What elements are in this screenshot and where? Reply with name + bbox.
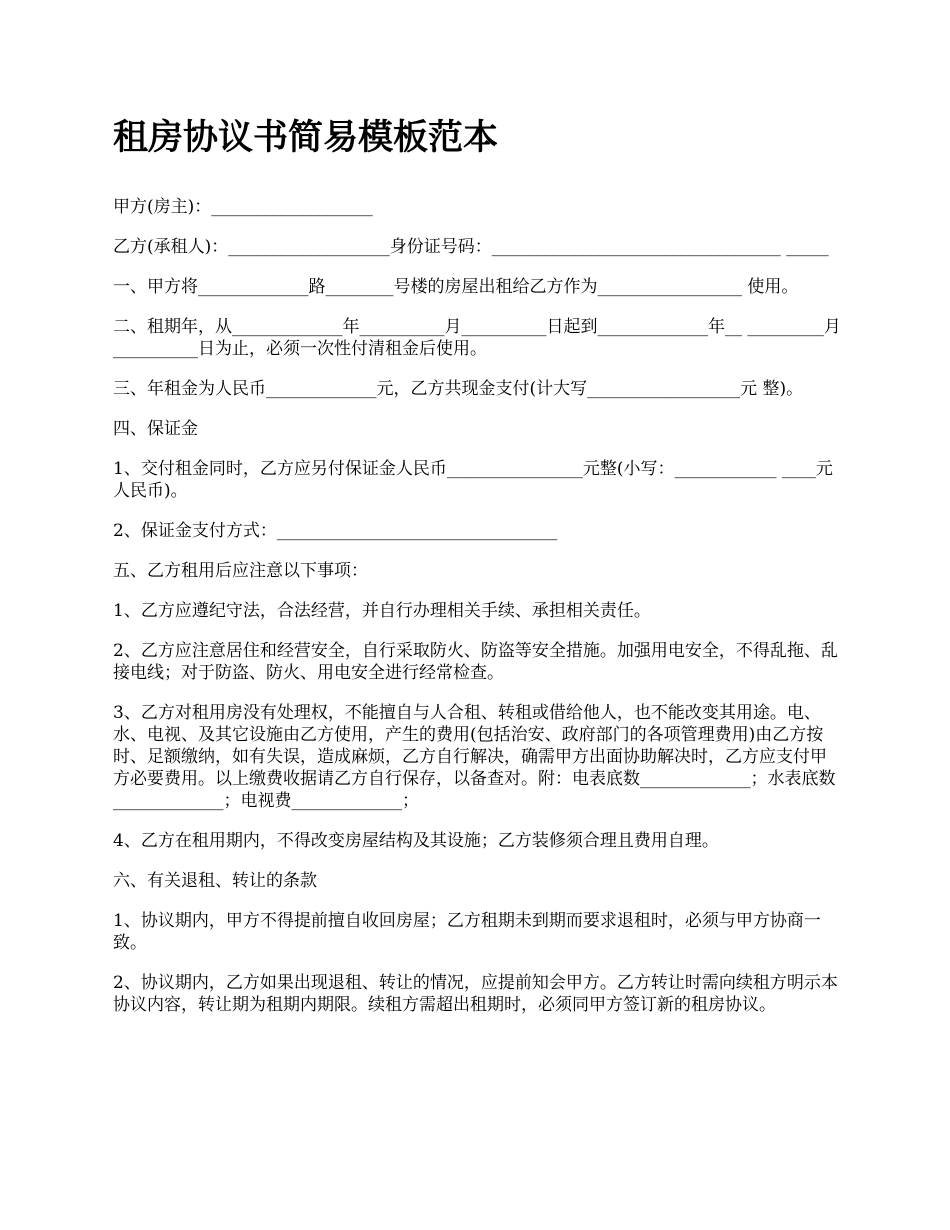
section-6-heading: 六、有关退租、转让的条款 xyxy=(113,871,317,891)
termination-item-1: 1、协议期内，甲方不得提前擅自收回房屋；乙方租期未到期而要求退租时，必须与甲方协商一致。 xyxy=(113,911,821,953)
document-page xyxy=(113,110,843,1034)
notice-item-4: 4、乙方在租用期内，不得改变房屋结构及其设施；乙方装修须合理且费用自理。 xyxy=(113,831,719,851)
notice-item-3: 3、乙方对租用房没有处理权，不能擅自与人合租、转租或借给他人，也不能改变其用途。电、水、电视、及其它设施由乙方使用，产生的费用(包括治安、政府部门的各项管理费用)由乙方按时、足额缴纳，如有失误，造成麻烦，乙方自行解决，确需甲方出面协助解决时，乙方应支付甲方必要费用。以上缴费收据请乙方自行保存，以备查对。附：电表底数_____________；水表底数_____________；电视费_____________； xyxy=(113,703,836,811)
clause-3-rent: 三、年租金为人民币_____________元，乙方共现金支付(计大写__________________元 整)。 xyxy=(113,379,804,399)
section-5-heading: 五、乙方租用后应注意以下事项： xyxy=(113,561,368,581)
section-4-heading: 四、保证金 xyxy=(113,419,198,439)
clause-1-property: 一、甲方将_____________路________号楼的房屋出租给乙方作为_________________ 使用。 xyxy=(113,277,799,297)
notice-item-2: 2、乙方应注意居住和经营安全，自行采取防火、防盗等安全措施。加强用电安全，不得乱拖、乱接电线；对于防盗、防火、用电安全进行经常检查。 xyxy=(113,641,838,683)
deposit-item-2: 2、保证金支付方式：_________________________________ xyxy=(113,521,558,541)
deposit-item-1: 1、交付租金同时，乙方应另付保证金人民币________________元整(小写：____________ ____元人民币)。 xyxy=(113,459,833,501)
party-a-line: 甲方(房主)：___________________ xyxy=(113,197,373,217)
termination-item-2: 2、协议期内，乙方如果出现退租、转让的情况，应提前知会甲方。乙方转让时需向续租方明示本协议内容，转让期为租期内期限。续租方需超出租期时，必须同甲方签订新的租房协议。 xyxy=(113,973,838,1015)
clause-2-term: 二、租期年，从_____________年__________月__________日起到_____________年__ _________月__________日为止，必须一次性付清租金后使用。 xyxy=(113,317,841,359)
notice-item-1: 1、乙方应遵纪守法，合法经营，并自行办理相关手续、承担相关责任。 xyxy=(113,601,651,621)
party-b-line: 乙方(承租人)：___________________身份证号码：__________________________________ _____ xyxy=(113,237,829,257)
document-title: 租房协议书简易模板范本 xyxy=(113,117,499,158)
